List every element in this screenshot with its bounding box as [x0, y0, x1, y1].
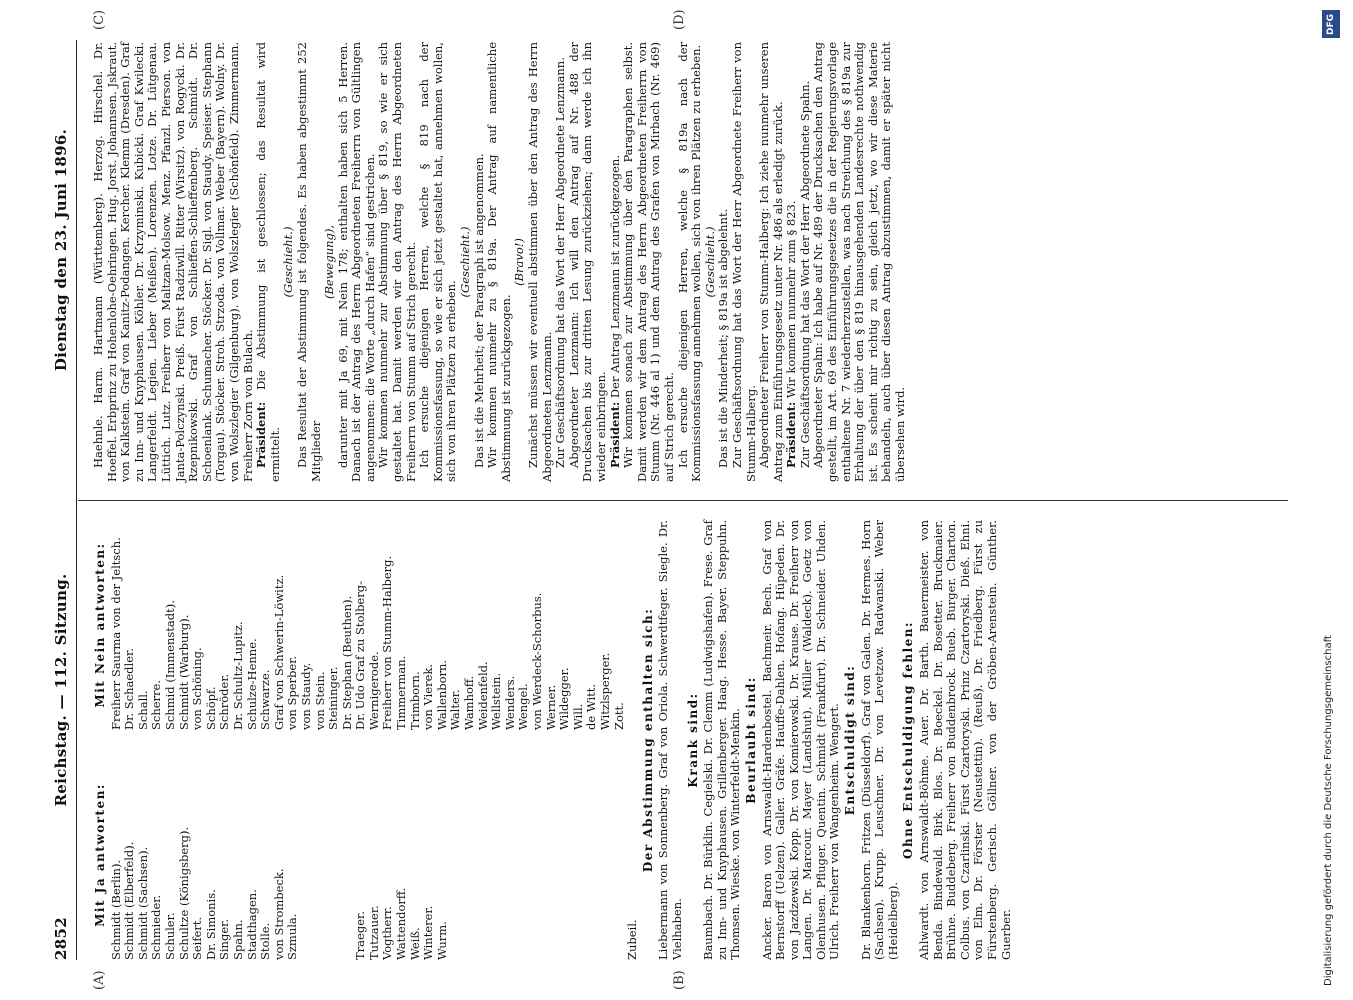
left-column [92, 520, 1013, 960]
list-item: Schmidt (Elberfeld). [122, 841, 137, 960]
absent-text: Ahlwardt. von Arnswaldt-Böhme. Auer. Dr. Barth. Bauermeister. von Benda. Bindewald. Birk. Blos. Dr. Boeckel. Dr. Bosetter. Bruckmaier. Brühne. Buddeberg. Freiherr von Buddenbrock. Bueb. Burger. Charton. Colbus. von Czarlinski. Fürst Czartoryski. Prinz Czartoryski. Dieß. Ehni. von Elm. Dr. Förster (Neustettin). (Reuß). Dr. Friedberg. Fürst zu Fürstenberg. Gerisch. Göllner. von der Gröben-Arenstein. Günther. Guerber. [917, 520, 1013, 960]
list-item: Witzlsperger. [597, 652, 612, 730]
abstain-text: Liebermann von Sonnenberg. Graf von Oriola. Schwerdtfeger. Siegle. Dr. Vielhaben. [656, 520, 684, 960]
paragraph: Das ist die Mehrheit; der Paragraph ist angenommen. [471, 153, 486, 468]
paragraph: Abgeordneter Spahn: Ich habe auf Nr. 489 der Drucksachen den Antrag gestellt, im Art. 69 des Einführungsgesetzes die in der Regierungsvorlage enthaltene Nr. 7 wiederherzustellen, was nach Streichung des § 819a zur Erhaltung der über den § 819 hinausgehenden Landesrechte nothwendig ist. Es scheint mir richtig zu sein, gleich jetzt, wo wir diese Materie behandeln, auch über diesen Antrag abzustimmen, damit er später nicht übersehen wird. [811, 42, 908, 482]
list-item: von Stein. [312, 671, 327, 730]
yes-heading: Mit Ja antworten: [93, 783, 107, 927]
yes-votes [92, 750, 626, 960]
paragraph: (Geschieht.) [702, 226, 717, 298]
paragraph: Das ist die Minderheit; § 819a ist abgelehnt. [716, 208, 731, 468]
sick-text: Baumbach. Dr. Bürklin. Cegielski. Dr. Clemm (Ludwigshafen). Frese. Graf zu Inn- und Knyphausen. Grillenberger. Haag. Hesse. Bayer. Steppuhn. Thomsen. Wieske. von Winterfeldt-Menkin. [701, 520, 743, 960]
list-item: Dr. Schultz-Lupitz. [230, 621, 245, 730]
list-item: Steininger. [326, 666, 341, 730]
list-item: Wurm. [434, 921, 449, 960]
page-number: 2852 [52, 917, 70, 960]
list-item: Dr. Schaedler. [122, 648, 137, 730]
page-header [52, 40, 74, 960]
vote-lists [92, 520, 626, 960]
list-item: Trimborn. [407, 671, 422, 730]
list-item: Tutzauer. [366, 905, 381, 960]
list-item: Wenders. [502, 675, 517, 730]
list-item: Wildegger. [557, 667, 572, 730]
paragraph: Abgeordneter Lenzmann: Ich will den Antrag auf Nr. 488 der Drucksachen bis zur dritten Lesung zurückziehen; dann werde ich ihn wieder einbringen. [566, 42, 608, 482]
list-item: Singer. [217, 918, 232, 960]
paragraph: Ich ersuche diejenigen Herren, welche § 819 nach der Kommissionsfassung, so wie er sich jetzt gestaltet hat, annehmen wollen, sich von ihren Plätzen zu erheben. [417, 42, 459, 482]
list-item: Schmidt (Warburg). [176, 614, 191, 730]
paragraph: Zur Geschäftsordnung hat das Wort der Herr Abgeordnete Spahn. [797, 80, 812, 468]
digitization-credit: Digitalisierung gefördert durch die Deutsche Forschungsgemeinschaft [1323, 635, 1334, 986]
column-divider [78, 500, 1288, 501]
zubeil-entry: Zubeil. [625, 919, 640, 960]
session-title: Reichstag. — 112. Sitzung. [52, 573, 70, 807]
list-item [327, 750, 341, 960]
list-item: de Witt. [584, 683, 599, 730]
list-item: Wengel. [516, 683, 531, 730]
list-item: Schmidt (Sachsen). [135, 846, 150, 960]
no-votes [92, 520, 626, 730]
list-item: Schultze (Königsberg). [176, 826, 191, 960]
leave-heading: Beurlaubt sind: [743, 676, 758, 804]
list-item: Schall. [135, 690, 150, 730]
list-item: Schwarze. [258, 669, 273, 730]
list-item: Wallenborn. [434, 659, 449, 730]
list-item: Scherre. [149, 680, 164, 730]
list-item: Stolle. [258, 922, 273, 960]
margin-marker-a: (A) [92, 970, 107, 990]
yes-list [110, 750, 450, 960]
list-item: Dr. Simonis. [203, 889, 218, 960]
list-item [300, 750, 314, 960]
header-rule [76, 40, 77, 960]
paragraph: Haehnle. Harm. Hartmann (Württemberg). Herzog. Hirschel. Dr. Hoeffel. Erbprinz zu Hohenlohe-Oehringen. Hug. Jorst. Johannsen. Jskraut. von Kalkstein. Graf von Kanitz-Podangen. Kercher. Klemm (Dresden). Graf zu Inn- und Knyphausen. Köhler. Dr. Krzyminski. Kubicki. Graf Kwilecki. Langerfeldt. Legien. Lieber (Meißen). Lorenzen. Lotze. Dr. Lütgenau. Lüttich. Lutz. Freiherr von Maltzan-Molsow. Menz. Pfanzl. Pierson. von Janta-Polczynski. Preiß. Fürst Radziwill. Ritter (Wirsitz). von Rogycki. Dr. Rzepnikowski. Graf von Schlieffen-Schlieffenberg. Schmidt. Dr. Schoenlank. Schumacher. Stöcker. Dr. Sigl. von Staudy. Speiser. Stephann (Torgau). Stöcker. Stroh. Strzoda. von Vollmar. Weber (Bayern). Wolny. Dr. von Wolszlegier (Gilgenburg). von Wolszlegier (Schönfeld). Zimmermann. Freiherr Zorn von Bulach. [91, 42, 255, 482]
paragraph: (Geschieht.) [281, 226, 296, 298]
list-item: Wellstein. [489, 672, 504, 730]
abstain-heading: Der Abstimmung enthalten sich: [640, 607, 655, 873]
margin-marker-d: (D) [672, 9, 687, 30]
list-item: Graf von Schwerin-Löwitz. [271, 574, 286, 730]
list-item: Schmid (Immenstadt). [162, 600, 177, 730]
list-item: von Vierek. [421, 664, 436, 730]
list-item [341, 750, 355, 960]
list-item: Wamhoff. [462, 675, 477, 730]
paragraph: darunter mit Ja 69, mit Nein 178; enthalten haben sich 5 Herren. Danach ist der Antrag des Herrn Abgeordneten Freiherrn von Gültlingen angenommen: die Worte „durch Hafen“ sind gestrichen. [335, 42, 377, 482]
paragraph: Wir kommen sonach zur Abstimmung über den Paragraphen selbst. Damit werden wir dem Antrag des Herrn Abgeordneten Freiherrn von Stumm (Nr. 446 al 1) und dem Antrag des Grafen von Mirbach (Nr. 469) auf Strich gerecht. [621, 42, 676, 482]
session-date: Dienstag den 23. Juni 1896. [52, 128, 70, 372]
list-item: Traeger. [353, 911, 368, 960]
list-item: Wattendorff. [394, 887, 409, 960]
paragraph: (Geschieht.) [458, 226, 473, 298]
paragraph: Wir kommen nunmehr zu § 819a. Der Antrag auf namentliche Abstimmung ist zurückgezogen. [485, 42, 513, 482]
list-item: Freiherr von Stumm-Halberg. [380, 555, 395, 730]
list-item: Vogtherr. [380, 906, 395, 960]
page-content [52, 9, 1302, 990]
list-item: von Strombeck. [271, 868, 286, 960]
right-column [92, 42, 908, 482]
list-item [314, 750, 328, 960]
list-item: Werner. [543, 684, 558, 730]
list-item: Freiherr Saurma von der Jeltsch. [108, 537, 123, 730]
list-item: Stadthagen. [244, 889, 259, 960]
list-item: Schmidt (Berlin). [108, 859, 123, 960]
paragraph: Abgeordneter Freiherr von Stumm-Halberg: Ich ziehe nunmehr unseren Antrag zum Einführungsgesetz unter Nr. 486 als erledigt zurück. [757, 42, 785, 482]
list-item: von Werdeck-Schorbus. [530, 592, 544, 730]
list-item: Spahn. [230, 919, 245, 960]
paragraph: Zur Geschäftsordnung hat das Wort der Herr Abgeordnete Lenzmann. [553, 57, 568, 468]
list-item: Zott. [611, 702, 626, 730]
paragraph: Ich ersuche diejenigen Herren, welche § 819a nach der Kommissionsfassung annehmen wollen, sich von ihren Plätzen zu erheben. [675, 42, 704, 482]
left-text [626, 520, 1013, 960]
list-item: Will. [570, 703, 585, 730]
right-text [92, 42, 908, 482]
list-item: Weidenfeld. [475, 661, 490, 730]
leave-text: Ancker. Baron von Arnswaldt-Hardenbostel. Bachmeir. Bech. Graf von Bernstorff (Uelzen). Galler. Gräfe. Hauffe-Dahlen. Hofang. Hüpeden. Dr. von Jazdzewski. Kopp. Dr. von Komierowski. Dr. Krause. Dr. Freiherr von Langen. Dr. Marcour. Mayer (Landshut). Müller (Waldeck). Goetz von Olenhusen. Pfluger. Quentin. Schmidt (Frankfurt). Dr. Schneider. Uhden. Ulrich. Freiherr von Wangenheim. Wengert. [759, 520, 842, 960]
list-item: Schulze-Henne. [244, 638, 259, 730]
list-item: Schmieder. [149, 894, 164, 960]
list-item: Walter. [448, 689, 463, 730]
paragraph: Präsident: Wir kommen nunmehr zum § 823. [784, 200, 799, 468]
list-item: Seifert. [190, 916, 205, 960]
no-heading: Mit Nein antworten: [93, 542, 107, 708]
list-item: von Sperber. [285, 655, 300, 730]
paragraph: Zur Geschäftsordnung hat das Wort der Herr Abgeordnete Freiherr von Stumm-Halberg. [729, 42, 758, 482]
paragraph: Das Resultat der Abstimmung ist folgendes. Es haben abgestimmt 252 Mitglieder [294, 42, 323, 482]
sick-heading: Krank sind: [685, 692, 700, 788]
paragraph: (Bravo!) [512, 238, 527, 286]
dfg-logo: DFG [1322, 10, 1340, 38]
list-item: Timmerman. [394, 655, 409, 730]
margin-marker-b: (B) [672, 970, 687, 990]
excused-text: Dr. Blankenhorn. Fritzen (Düsseldorf). Graf von Galen. Dr. Hermes. Horn (Sachsen). Krupp. Leuschner. Dr. von Levetzow. Radwanski. Weber (Heidelberg). [858, 520, 900, 960]
list-item: Schuler. [162, 912, 177, 960]
no-list [110, 520, 627, 730]
paragraph: (Bewegung), [322, 224, 337, 300]
list-item: von Staudy. [298, 662, 313, 730]
paragraph: Zunächst müssen wir eventuell abstimmen über den Antrag des Herrn Abgeordneten Lenzmann. [526, 42, 554, 482]
digitization-note [1320, 10, 1342, 990]
margin-marker-c: (C) [92, 9, 107, 30]
list-item: Szmula. [285, 913, 300, 960]
paragraph: Präsident: Die Abstimmung ist geschlossen; das Resultat wird ermittelt. [254, 42, 282, 482]
list-item: Dr. Udo Graf zu Stolberg-Wernigerode. [353, 581, 381, 730]
list-item: Schöpf. [203, 686, 218, 730]
list-item: von Schöning. [190, 647, 205, 730]
list-item: Weiß. [407, 927, 422, 960]
absent-heading: Ohne Entschuldigung fehlen: [901, 621, 916, 859]
list-item: Schröder. [217, 673, 232, 730]
excused-heading: Entschuldigt sind: [843, 664, 858, 816]
list-item: Winterer. [421, 905, 436, 960]
paragraph: Wir kommen nunmehr zur Abstimmung über § 819, so wie er sich gestaltet hat. Damit werden wir den Antrag des Herrn Abgeordneten Freiherrn von Stumm auf Strich gerecht. [376, 42, 418, 482]
paragraph: Präsident: Der Antrag Lenzmann ist zurückgezogen. [607, 155, 622, 468]
list-item: Dr. Stephan (Beuthen). [339, 595, 354, 730]
